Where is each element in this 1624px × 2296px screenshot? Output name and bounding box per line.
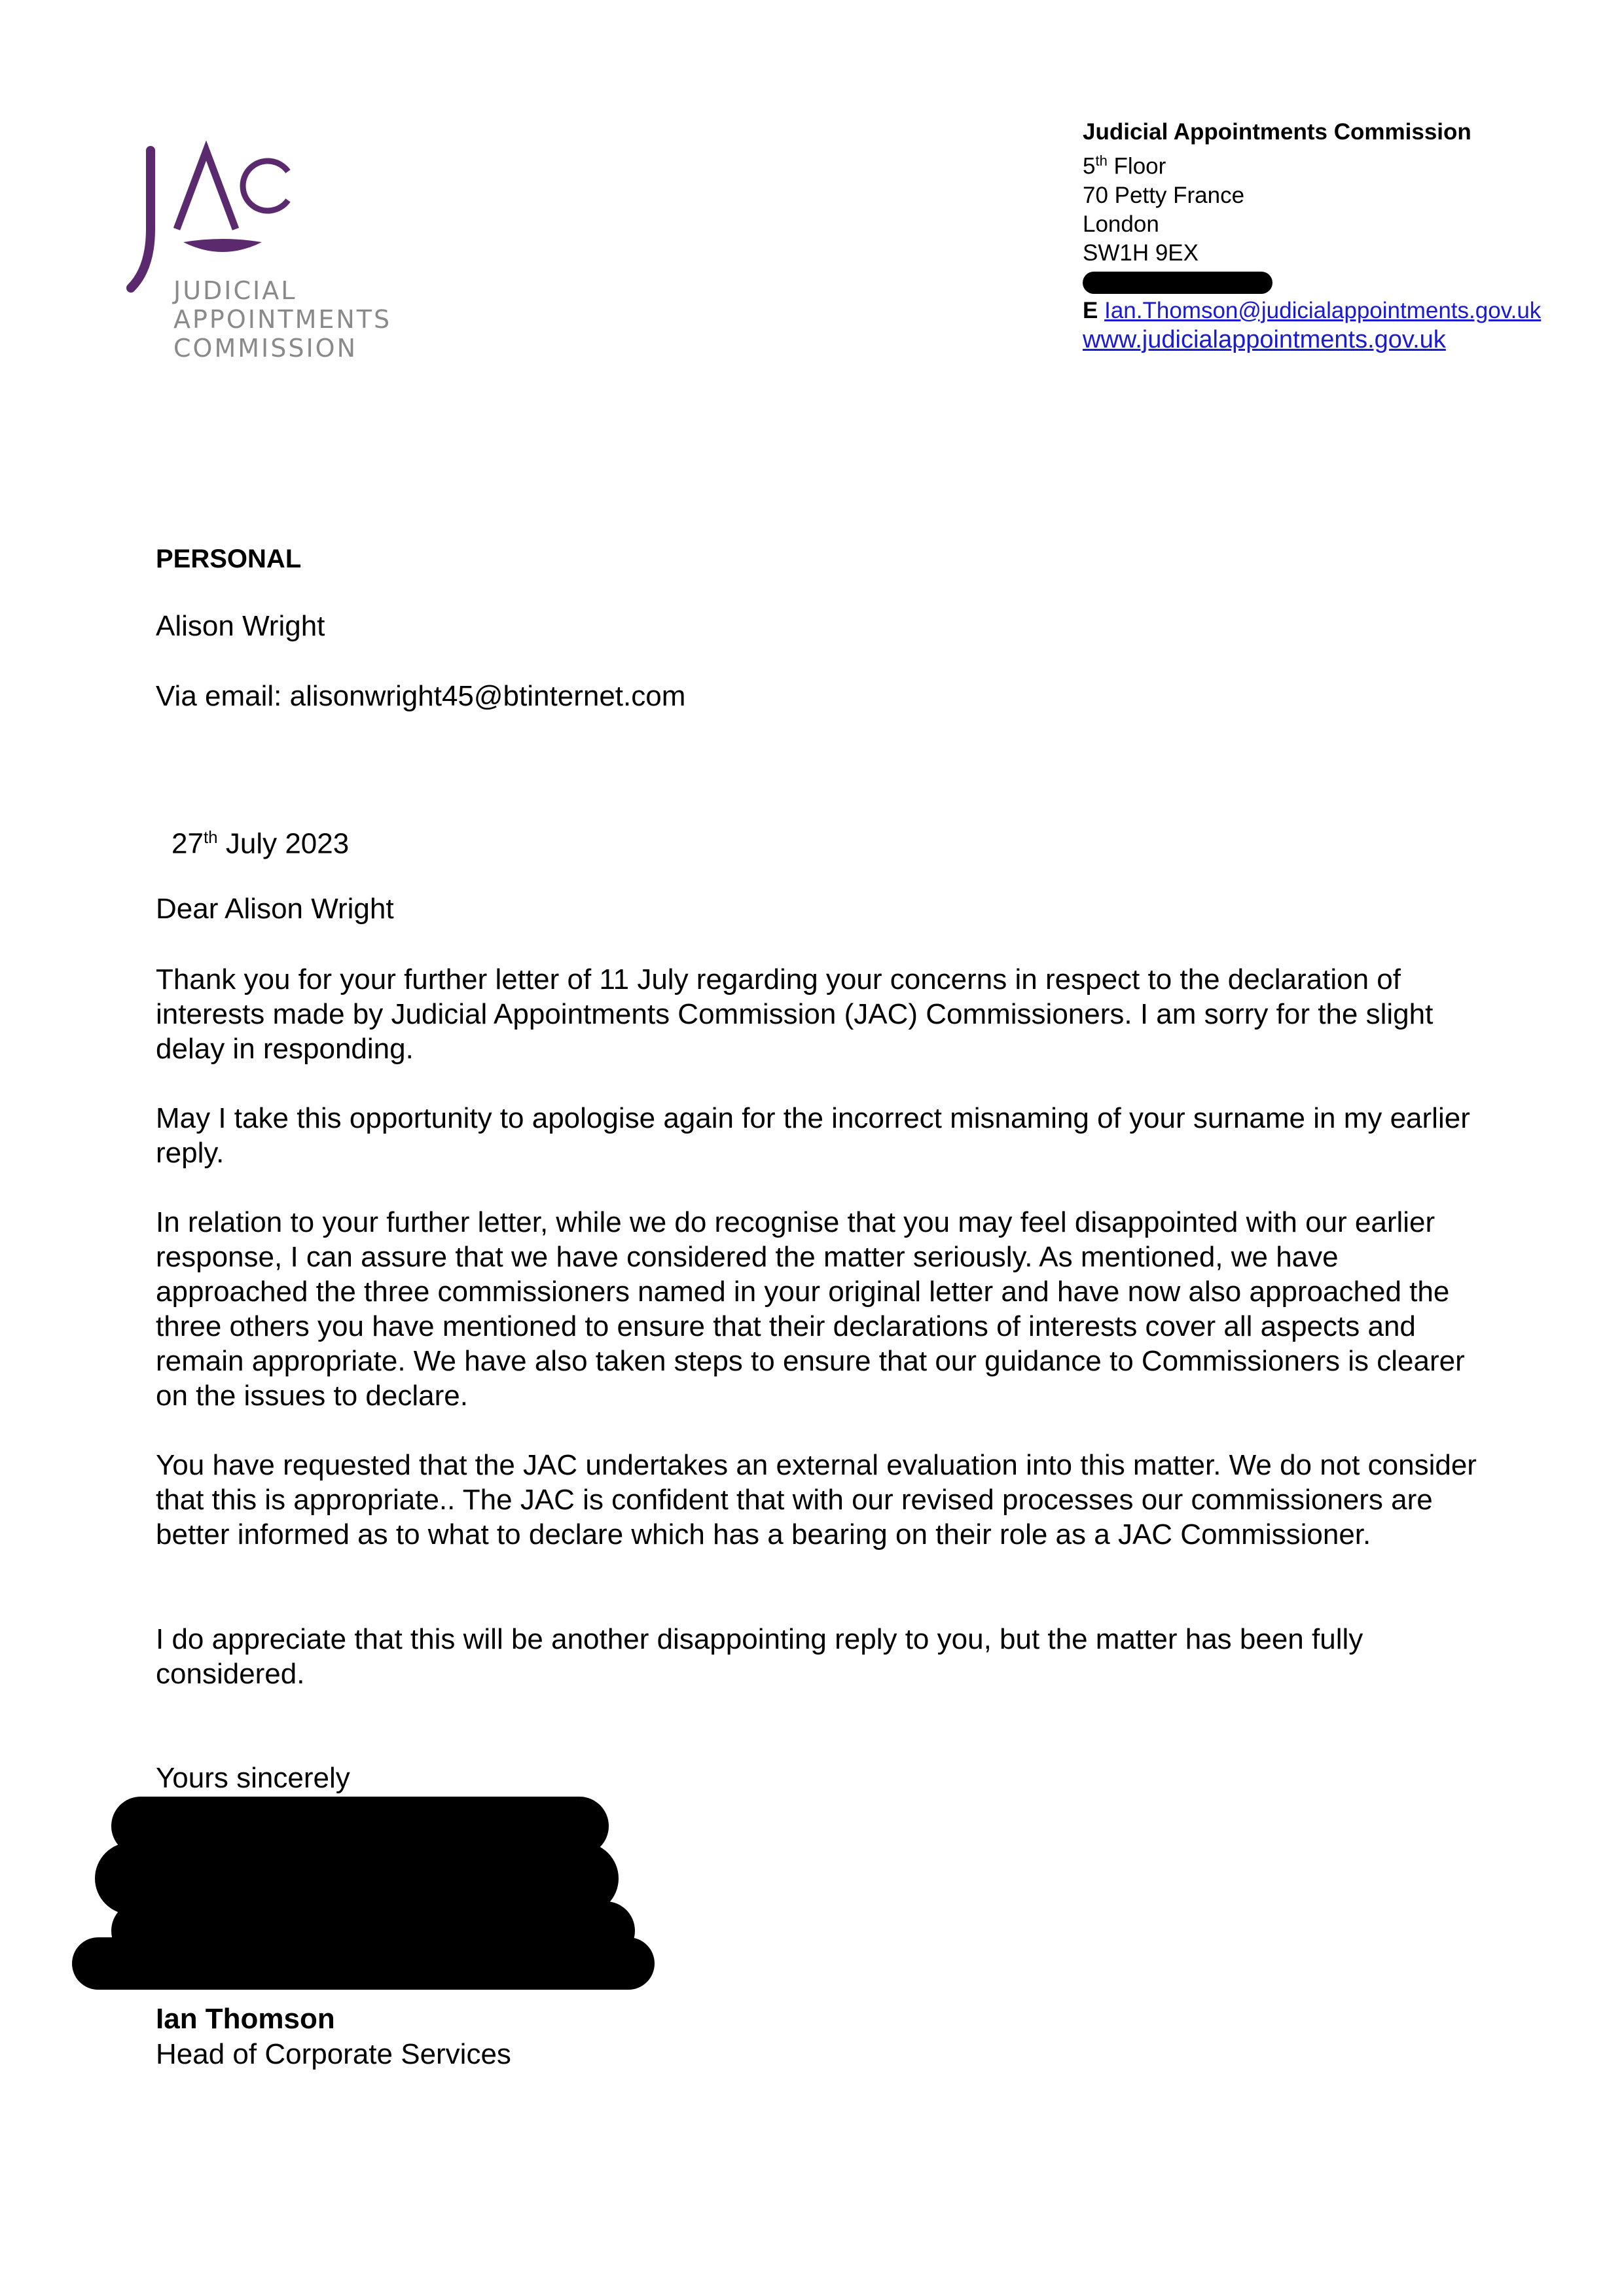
body-paragraph: You have requested that the JAC undertakes an external evaluation into this matter. We do not consider that this is appropriate.. The JAC is confident that with our revised processes our commissioners are better informed as to what to declare which has a bearing on their role as a JAC Commissioner. (156, 1449, 1477, 1551)
body-paragraph: In relation to your further letter, while we do recognise that you may feel disappointed with our earlier response, I can assure that we have considered the matter seriously. As mentioned, we have approached the three commissioners named in your original letter and have now also approached the three others you have mentioned to ensure that their declarations of interests cover all aspects and remain appropriate. We have also taken steps to ensure that our guidance to Commissioners is clearer on the issues to declare. (156, 1206, 1465, 1412)
salutation: Dear Alison Wright (156, 893, 394, 925)
sender-org: Judicial Appointments Commission (1083, 119, 1471, 145)
signer-name: Ian Thomson (156, 2003, 335, 2035)
letter-date: 27th July 2023 (171, 827, 350, 860)
sender-website-link[interactable]: www.judicialappointments.gov.uk (1083, 325, 1446, 353)
sender-street: 70 Petty France (1083, 182, 1245, 208)
sender-email-row (1083, 296, 1606, 325)
redaction-mark (1083, 272, 1272, 294)
body-paragraph: May I take this opportunity to apologise again for the incorrect misnaming of your surname in my earlier reply. (156, 1102, 1470, 1169)
logo-line-appointments: APPOINTMENTS (173, 305, 392, 334)
redaction-mark (72, 1937, 655, 1990)
logo-line-commission: COMMISSION (173, 334, 358, 363)
sender-postcode: SW1H 9EX (1083, 240, 1199, 266)
email-label: E (1083, 297, 1098, 323)
redacted-phone-row (1083, 268, 1606, 296)
sender-floor: 5th Floor (1083, 152, 1166, 179)
jac-logo (124, 137, 392, 363)
body-paragraph: Thank you for your further letter of 11 July regarding your concerns in respect to the declaration of interests made by Judicial Appointments Commission (JAC) Commissioners. I am sorry for the slight delay in responding. (156, 963, 1434, 1065)
signer-title: Head of Corporate Services (156, 2038, 511, 2070)
sender-city: London (1083, 211, 1159, 237)
redacted-signature (72, 1790, 661, 2000)
closing: Yours sincerely (156, 1762, 350, 1794)
recipient-name: Alison Wright (156, 610, 325, 642)
logo-line-judicial: JUDICIAL (173, 276, 297, 305)
body-paragraph: I do appreciate that this will be another disappointing reply to you, but the matter has been fully considered. (156, 1623, 1363, 1690)
recipient-via-email: Via email: alisonwright45@btinternet.com (156, 680, 686, 712)
sender-address (1083, 118, 1606, 354)
sender-email-link[interactable]: Ian.Thomson@judicialappointments.gov.uk (1104, 297, 1542, 323)
jac-logo-mark (124, 137, 295, 288)
letter-marking: PERSONAL (156, 545, 302, 573)
